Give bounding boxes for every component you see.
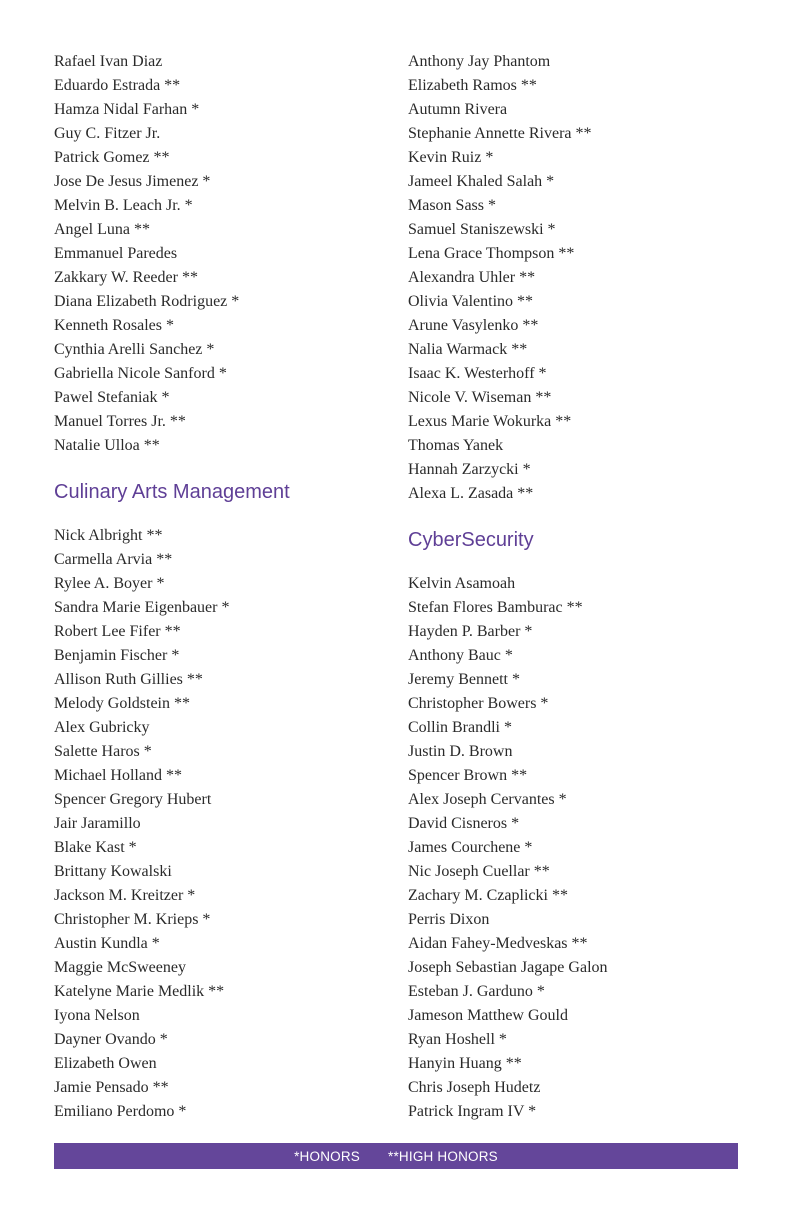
list-item: Justin D. Brown <box>408 743 513 760</box>
list-item: Patrick Ingram IV * <box>408 1103 537 1120</box>
list-item: David Cisneros * <box>408 815 520 832</box>
list-item: Jameson Matthew Gould <box>408 1007 568 1024</box>
list-item: Kenneth Rosales * <box>54 317 174 334</box>
list-item: Brittany Kowalski <box>54 863 172 880</box>
list-item: Sandra Marie Eigenbauer * <box>54 599 230 616</box>
list-item: Alexa L. Zasada ** <box>408 485 534 502</box>
list-item: Salette Haros * <box>54 743 152 760</box>
list-item: Elizabeth Owen <box>54 1055 157 1072</box>
list-item: Alex Joseph Cervantes * <box>408 791 567 808</box>
list-item: Thomas Yanek <box>408 437 504 454</box>
list-item: Ryan Hoshell * <box>408 1031 507 1048</box>
list-item: Hannah Zarzycki * <box>408 461 531 478</box>
list-item: Blake Kast * <box>54 839 137 856</box>
list-item: Katelyne Marie Medlik ** <box>54 983 225 1000</box>
list-item: Emmanuel Paredes <box>54 245 178 262</box>
name-list-cybersecurity <box>408 572 748 1124</box>
legend-high-honors: **HIGH HONORS <box>388 1148 498 1164</box>
list-item: Benjamin Fischer * <box>54 647 180 664</box>
list-item: Elizabeth Ramos ** <box>408 77 537 94</box>
list-item: Allison Ruth Gillies ** <box>54 671 203 688</box>
list-item: Manuel Torres Jr. ** <box>54 413 186 430</box>
list-item: Rylee A. Boyer * <box>54 575 165 592</box>
list-item: Stefan Flores Bamburac ** <box>408 599 583 616</box>
list-item: Lexus Marie Wokurka ** <box>408 413 572 430</box>
list-item: Chris Joseph Hudetz <box>408 1079 541 1096</box>
list-item: Kevin Ruiz * <box>408 149 494 166</box>
list-item: Hanyin Huang ** <box>408 1055 522 1072</box>
list-item: Michael Holland ** <box>54 767 182 784</box>
list-item: Hamza Nidal Farhan * <box>54 101 200 118</box>
list-item: Natalie Ulloa ** <box>54 437 160 454</box>
list-item: Nalia Warmack ** <box>408 341 528 358</box>
list-item: Autumn Rivera <box>408 101 508 118</box>
list-item: Perris Dixon <box>408 911 490 928</box>
list-item: Emiliano Perdomo * <box>54 1103 187 1120</box>
list-item: Nicole V. Wiseman ** <box>408 389 552 406</box>
list-item: Jameel Khaled Salah * <box>408 173 555 190</box>
list-item: Jair Jaramillo <box>54 815 141 832</box>
list-item: Arune Vasylenko ** <box>408 317 539 334</box>
list-item: Nick Albright ** <box>54 527 163 544</box>
list-item: Stephanie Annette Rivera ** <box>408 125 592 142</box>
section-heading-cybersecurity: CyberSecurity <box>408 529 534 551</box>
name-list-continued-right <box>408 50 748 506</box>
list-item: Cynthia Arelli Sanchez * <box>54 341 215 358</box>
list-item: Jeremy Bennett * <box>408 671 520 688</box>
list-item: Diana Elizabeth Rodriguez * <box>54 293 240 310</box>
list-item: Angel Luna ** <box>54 221 150 238</box>
list-item: Alexandra Uhler ** <box>408 269 536 286</box>
list-item: Aidan Fahey-Medveskas ** <box>408 935 588 952</box>
list-item: Christopher M. Krieps * <box>54 911 211 928</box>
list-item: Samuel Staniszewski * <box>408 221 556 238</box>
list-item: Alex Gubricky <box>54 719 150 736</box>
name-list-continued-left <box>54 50 394 458</box>
honors-legend-bar <box>54 1143 738 1169</box>
list-item: Melody Goldstein ** <box>54 695 190 712</box>
list-item: Melvin B. Leach Jr. * <box>54 197 193 214</box>
list-item: Spencer Brown ** <box>408 767 528 784</box>
list-item: Christopher Bowers * <box>408 695 549 712</box>
list-item: Spencer Gregory Hubert <box>54 791 212 808</box>
list-item: Anthony Bauc * <box>408 647 513 664</box>
list-item: James Courchene * <box>408 839 533 856</box>
list-item: Isaac K. Westerhoff * <box>408 365 547 382</box>
list-item: Hayden P. Barber * <box>408 623 533 640</box>
list-item: Iyona Nelson <box>54 1007 140 1024</box>
list-item: Patrick Gomez ** <box>54 149 170 166</box>
list-item: Jackson M. Kreitzer * <box>54 887 196 904</box>
list-item: Zachary M. Czaplicki ** <box>408 887 568 904</box>
list-item: Maggie McSweeney <box>54 959 186 976</box>
list-item: Guy C. Fitzer Jr. <box>54 125 161 142</box>
list-item: Zakkary W. Reeder ** <box>54 269 198 286</box>
list-item: Mason Sass * <box>408 197 497 214</box>
list-item: Rafael Ivan Diaz <box>54 53 163 70</box>
list-item: Pawel Stefaniak * <box>54 389 170 406</box>
list-item: Esteban J. Garduno * <box>408 983 545 1000</box>
list-item: Eduardo Estrada ** <box>54 77 181 94</box>
name-list-culinary-arts-management <box>54 524 394 1124</box>
list-item: Jamie Pensado ** <box>54 1079 169 1096</box>
list-item: Olivia Valentino ** <box>408 293 534 310</box>
section-heading-culinary-arts-management: Culinary Arts Management <box>54 481 290 503</box>
list-item: Collin Brandli * <box>408 719 512 736</box>
list-item: Kelvin Asamoah <box>408 575 516 592</box>
list-item: Gabriella Nicole Sanford * <box>54 365 227 382</box>
list-item: Jose De Jesus Jimenez * <box>54 173 211 190</box>
list-item: Anthony Jay Phantom <box>408 53 551 70</box>
list-item: Carmella Arvia ** <box>54 551 173 568</box>
list-item: Lena Grace Thompson ** <box>408 245 575 262</box>
list-item: Joseph Sebastian Jagape Galon <box>408 959 608 976</box>
list-item: Robert Lee Fifer ** <box>54 623 181 640</box>
list-item: Nic Joseph Cuellar ** <box>408 863 550 880</box>
legend-honors: *HONORS <box>294 1148 361 1164</box>
list-item: Austin Kundla * <box>54 935 160 952</box>
list-item: Dayner Ovando * <box>54 1031 168 1048</box>
